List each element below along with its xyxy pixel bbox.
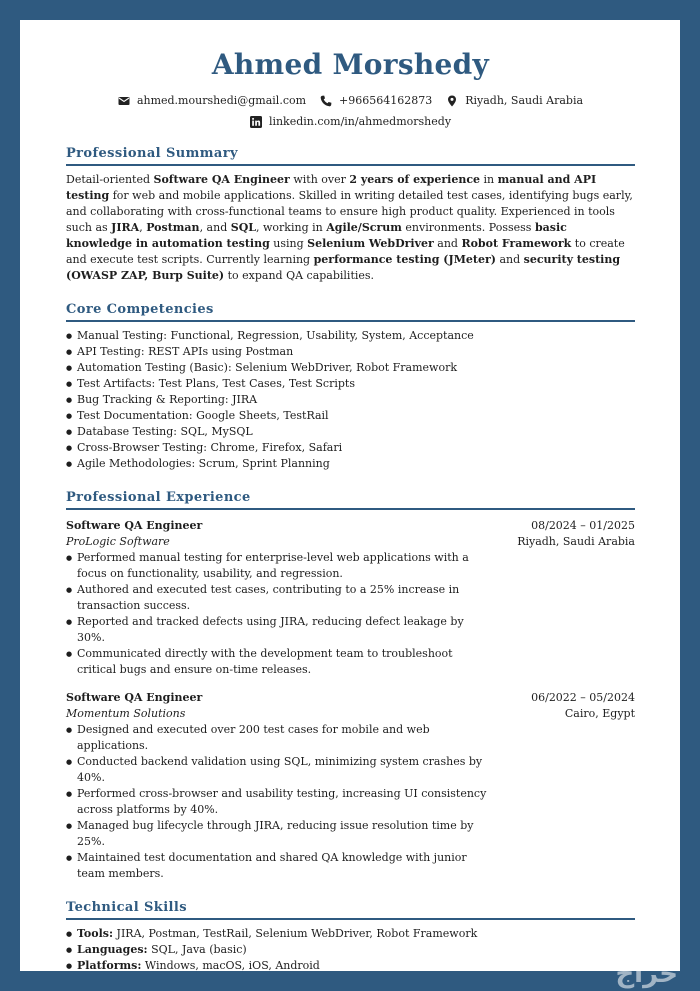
competency-item: ● API Testing: REST APIs using Postman [66,344,635,360]
job-location: Riyadh, Saudi Arabia [517,535,635,548]
competency-item: ● Manual Testing: Functional, Regression, Usability, System, Acceptance [66,328,635,344]
skill-value: JIRA, Postman, TestRail, Selenium WebDriver, Robot Framework [113,927,478,940]
summary-highlight: Selenium WebDriver [307,237,434,250]
summary-text: , and [199,221,231,234]
skill-item [66,926,635,942]
summary-text: using [269,237,308,250]
summary-paragraph [66,172,635,284]
job-dates: 06/2022 – 05/2024 [531,691,635,704]
summary-text: with over [289,173,350,186]
phone-text: +966564162873 [339,94,433,107]
section-title-skills: Technical Skills [66,900,635,920]
email-text: ahmed.mourshedi@gmail.com [136,94,307,107]
candidate-name: Ahmed Morshedy [211,48,490,81]
summary-highlight: 2 years of experience [349,173,481,186]
job-company: Momentum Solutions [66,707,186,720]
competency-item: ● Cross-Browser Testing: Chrome, Firefox, Safari [66,440,635,456]
contact-row [66,94,635,107]
summary-highlight: Agile/Scrum [326,221,402,234]
summary-highlight: JIRA [111,221,140,234]
summary-text: environments. Possess [401,221,535,234]
skill-value: SQL, Java (basic) [147,943,247,956]
competency-item: ● Agile Methodologies: Scrum, Sprint Planning [66,456,635,472]
summary-highlight: SQL [230,221,257,234]
summary-text: and [433,237,462,250]
section-title-competencies: Core Competencies [66,302,635,322]
contact-phone[interactable] [320,94,432,107]
summary-text: for web and mobile applications. Skilled in writing detailed test cases, identifying bugs early, and collaborating with cross-functional teams to ensure high product quality. Experienced in tools such as [66,189,633,234]
competency-item: ● Database Testing: SQL, MySQL [66,424,635,440]
job-bullet: ● Authored and executed test cases, contributing to a 25% increase in transaction success. [66,582,635,614]
job-subheader [66,706,635,722]
competency-item: ● Test Documentation: Google Sheets, TestRail [66,408,635,424]
skill-item [66,958,635,974]
contact-location [446,94,583,107]
skill-value: Windows, macOS, iOS, Android [141,959,320,972]
envelope-icon [118,95,130,107]
summary-highlight: security testing (OWASP ZAP, Burp Suite) [66,253,621,282]
summary-text: and [495,253,524,266]
competencies-list [66,328,635,472]
summary-highlight: Postman [146,221,200,234]
contact-linkedin[interactable] [250,115,451,128]
job-entry [66,690,635,882]
watermark-logo: حراج [615,959,678,989]
summary-highlight: basic knowledge in automation testing [66,221,567,250]
job-bullet: ● Managed bug lifecycle through JIRA, reducing issue resolution time by 25%. [66,818,635,850]
summary-highlight: Robot Framework [461,237,572,250]
skills-list [66,926,635,974]
competency-item: ● Bug Tracking & Reporting: JIRA [66,392,635,408]
summary-text: , working in [256,221,327,234]
job-bullet: ● Performed manual testing for enterprise-level web applications with a focus on functionality, usability, and regression. [66,550,635,582]
contact-row-linkedin [66,115,635,128]
job-entry [66,518,635,678]
summary-highlight: manual and API testing [66,173,597,202]
summary-highlight: Software QA Engineer [153,173,290,186]
section-title-experience: Professional Experience [66,490,635,510]
job-dates: 08/2024 – 01/2025 [531,519,635,532]
job-bullets [66,722,635,882]
job-title: Software QA Engineer [66,691,203,704]
job-title: Software QA Engineer [66,519,203,532]
summary-text: , [139,221,147,234]
section-title-summary: Professional Summary [66,146,635,166]
summary-text: in [480,173,498,186]
job-bullets [66,550,635,678]
summary-highlight: performance testing (JMeter) [313,253,496,266]
skill-label: Platforms: [77,959,142,972]
experience-list [66,518,635,882]
contact-email[interactable] [118,94,306,107]
linkedin-text: linkedin.com/in/ahmedmorshedy [268,115,452,128]
map-pin-icon [446,95,458,107]
skill-label: Tools: [77,927,114,940]
competency-item: ● Test Artifacts: Test Plans, Test Cases, Test Scripts [66,376,635,392]
job-header [66,690,635,706]
job-bullet: ● Performed cross-browser and usability testing, increasing UI consistency across platforms by 40%. [66,786,635,818]
job-bullet: ● Designed and executed over 200 test cases for mobile and web applications. [66,722,635,754]
competency-item: ● Automation Testing (Basic): Selenium WebDriver, Robot Framework [66,360,635,376]
job-bullet: ● Maintained test documentation and shared QA knowledge with junior team members. [66,850,635,882]
job-company: ProLogic Software [66,535,170,548]
skill-item [66,942,635,958]
job-bullet: ● Reported and tracked defects using JIRA, reducing defect leakage by 30%. [66,614,635,646]
job-bullet: ● Conducted backend validation using SQL, minimizing system crashes by 40%. [66,754,635,786]
skill-label: Languages: [77,943,148,956]
resume-page [66,46,635,974]
phone-icon [320,95,332,107]
summary-text: Detail-oriented [66,173,154,186]
job-bullet: ● Communicated directly with the development team to troubleshoot critical bugs and ensure on-time releases. [66,646,635,678]
job-subheader [66,534,635,550]
location-text: Riyadh, Saudi Arabia [465,94,584,107]
job-location: Cairo, Egypt [564,707,635,720]
summary-text: to expand QA capabilities. [224,269,375,282]
summary-text: to create and execute test scripts. Currently learning [66,237,625,266]
resume-frame [20,20,680,971]
linkedin-icon [250,116,262,128]
job-header [66,518,635,534]
